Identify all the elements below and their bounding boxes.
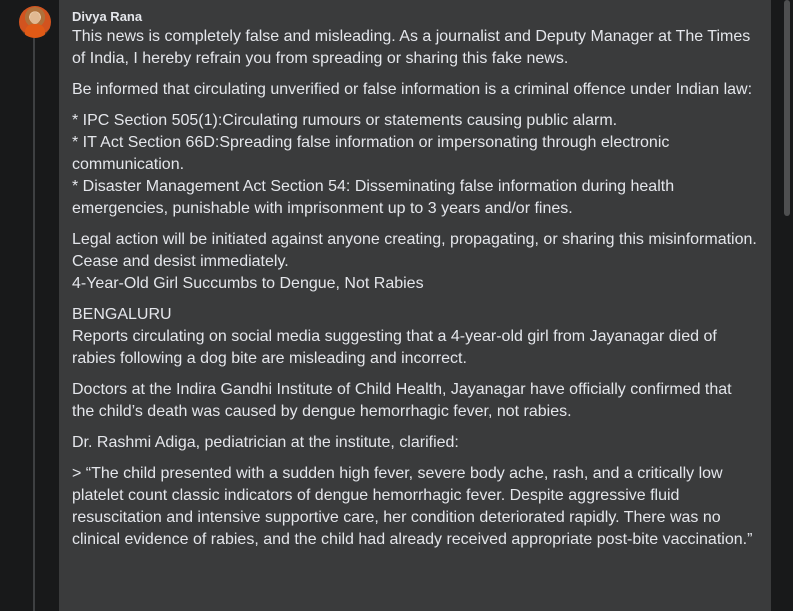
scrollbar[interactable]: [782, 0, 790, 611]
comment-paragraph: This news is completely false and misleading. As a journalist and Deputy Manager at The Times of India, I hereby refrain you from spreading or sharing this fake news.: [72, 28, 751, 67]
comment-paragraph: * IPC Section 505(1):Circulating rumours or statements causing public alarm. * IT Act Section 66D:Spreading false information or impersonating through electronic communication. * Disaster Management Act Section 54: Disseminating false information during health emergencies, punishable with imprisonment up to 3 years and/or fines.: [72, 112, 675, 217]
avatar[interactable]: [19, 6, 51, 38]
comment-paragraph: > “The child presented with a sudden high fever, severe body ache, rash, and a critically low platelet count classic indicators of dengue hemorrhagic fever. Despite aggressive fluid resuscitation and intensive supportive care, her condition deteriorated rapidly. There was no clinical evidence of rabies, and the child had already received appropriate post-bite vaccination.”: [72, 465, 753, 548]
avatar-body: [25, 24, 45, 38]
comment-paragraph: Be informed that circulating unverified or false information is a criminal offence under Indian law:: [72, 81, 753, 98]
comment-paragraph: Doctors at the Indira Gandhi Institute of Child Health, Jayanagar have officially confirmed that the child’s death was caused by dengue hemorrhagic fever, not rabies.: [72, 381, 732, 420]
thread-line: [33, 36, 35, 611]
comment-paragraph: Dr. Rashmi Adiga, pediatrician at the institute, clarified:: [72, 434, 459, 451]
comment-paragraph: Legal action will be initiated against anyone creating, propagating, or sharing this misinformation. Cease and desist immediately. 4-Year-Old Girl Succumbs to Dengue, Not Rabies: [72, 231, 757, 292]
avatar-face: [30, 12, 40, 24]
comment-bubble: [59, 0, 771, 611]
comment-paragraph: BENGALURU Reports circulating on social media suggesting that a 4-year-old girl from Jayanagar died of rabies following a dog bite are misleading and incorrect.: [72, 306, 717, 367]
comment-author[interactable]: Divya Rana: [72, 9, 143, 24]
scrollbar-thumb[interactable]: [784, 0, 790, 216]
